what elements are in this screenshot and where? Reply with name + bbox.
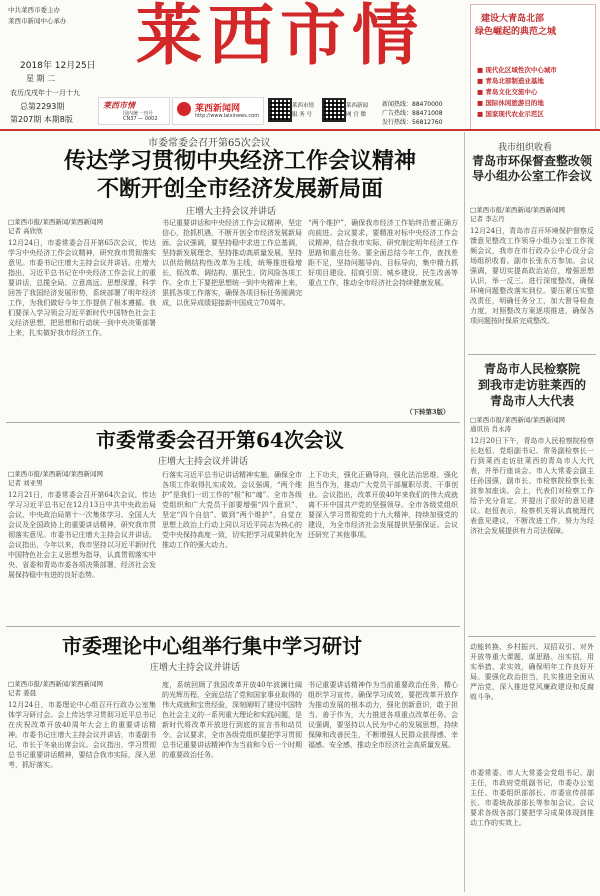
article2-column-3: 上下功夫，强化正确导向，强化法治思维，强化担当作为，推动广大党员干部履职尽责、干事创业。会议指出，改革开放40年来我们的伟大成就离不开中国共产党的坚强领导。全市各级党组织要深入学习贯彻党的十九大精神，持续加强党的建设，为全市经济社会发展提供坚强保证。会议还研究了其他事项。 — [308, 471, 458, 539]
promo-headline-1: 建设大青岛北部 — [481, 14, 545, 24]
article3-column-2: 度，系统回顾了我国改革开放40年波澜壮阔的光辉历程，全面总结了党和国家事业取得的伟大成就和宝贵经验，深刻阐明了建设中国特色社会主义的一系列重大理论和实践问题，是新时代将改革开放进行到底的宣言书和动员令。会议要求，全市各级党组织要把学习贯彻总书记重要讲话精神作为当前和今后一个时期的重要政治任务。 — [162, 681, 302, 759]
promo-item: ■ 青岛文化交流中心 — [477, 88, 538, 96]
article1-continue: （下转第3版） — [406, 408, 450, 416]
article1-credit-2: 记者 高欣欣 — [8, 227, 43, 235]
promo-headline-2: 绿色崛起的典范之城 — [475, 27, 557, 37]
article2-credit-2: 记者 刘亚男 — [8, 479, 43, 487]
hotline-ads: 广告热线：88471008 — [382, 110, 443, 117]
article2-column-2: 行落实习近平总书记讲话精神实施，确保全市各项工作取得扎实成效。会议强调，“两个维护”是我们一切工作的“根”和“魂”。全市各级党组织和广大党员干部要增强“四个意识”、坚定“四个自信”、做到“两个维护”，自觉在思想上政治上行动上同以习近平同志为核心的党中央保持高度一致，切实把学习成果转化为推动工作的强大动力。 — [162, 471, 302, 549]
article1-title-line2: 不断开创全市经济发展新局面 — [96, 176, 383, 202]
promo-item: ■ 国际休闲旅游目的地 — [477, 99, 544, 107]
side2-title-2: 到我市走访驻莱西的 — [477, 378, 586, 392]
news-site-name: 莱西新闻网 — [195, 104, 241, 114]
side2-title-3: 青岛市人大代表 — [489, 394, 574, 408]
article1-credit-1: □莱西市报/莱西新闻/莱西新闻网 — [8, 218, 104, 226]
article2-title: 市委常委会召开第64次会议 — [96, 428, 344, 452]
side1-credit-2: 记者 李志丹 — [470, 215, 505, 223]
side2-credit-2: 通讯员 肖永涛 — [470, 425, 512, 433]
divider — [6, 626, 460, 627]
side2-continuation-2: 市委常委、市人大常委会党组书记、副主任，市政府党组副书记，市委办公室主任、市委组织部部长、市委宣传部部长、市委统战部部长等参加会议。会议要求各级各部门要把学习成果体现到推动工作的实效上。 — [470, 769, 594, 827]
article3-credit-2: 记者 姜晨 — [8, 689, 37, 697]
side1-kicker: 我市组织收看 — [498, 143, 553, 153]
cn-code: CN37 — 0002 — [123, 116, 158, 122]
globe-icon — [177, 102, 191, 116]
article1-column-2: 书记重要讲话和中央经济工作会议精神，坚定信心，抢抓机遇，不断开创全市经济发展新局面。会议强调，要坚持稳中求进工作总基调，坚持新发展理念，坚持推动高质量发展，坚持以供给侧结构性改革为主线，统筹推进稳增长、促改革、调结构、惠民生、防风险各项工作。全市上下要把思想统一到中央精神上来，狠抓各项工作落实，确保各项目标任务圆满完成，以优异成绩迎接新中国成立70周年。 — [162, 219, 302, 307]
paper-logo: 莱西市情 — [103, 100, 135, 110]
divider — [6, 422, 460, 423]
article1-column-1: 12月24日，市委常委会召开第65次会议，传达学习中央经济工作会议精神，研究我市贯彻落实意见。市委书记庄增大主持会议并讲话。庄增大指出，习近平总书记在中央经济工作会议上的重要讲话，总揽全局、立意高远、思想深邃，科学回答了我国经济发展形势，系统部署了明年经济工作，为我们做好今年工作提供了根本遵循。我们要深入学习领会习近平新时代中国特色社会主义经济思想，把思想和行动统一到中央决策部署上来，扎实做好我市经济工作。 — [8, 239, 156, 337]
news-site-url[interactable]: http://www.laixinews.com — [195, 113, 260, 119]
qr-code-service — [268, 98, 292, 122]
article1-kicker: 市委常委会召开第65次会议 — [148, 138, 271, 149]
side1-body: 12月24日，青岛市召开环境保护督察反馈意见整改工作领导小组办公室工作视频会议，我市在市行政办公中心设分会场组织收看。副市长张东方参加。会议强调，要切实提高政治站位，增强思想认识，举一反三、进行深度整改，确保环境问题整改落实到位。要压紧压实整改责任，明确任务分工，加大督导检查力度，对照整改方案逐项推进，确保各项问题按时保质完成整改。 — [470, 227, 594, 325]
article3-credit-1: □莱西市报/莱西新闻/莱西新闻网 — [8, 680, 104, 688]
side1-title: 青岛市环保督查整改领导小组办公室工作会议 — [471, 154, 592, 183]
promo-item: ■ 青岛北部制造业基地 — [477, 77, 544, 85]
cn-number-label: 国内统一刊号 — [123, 111, 154, 117]
article1-column-3: “两个维护”，确保我市经济工作始终沿着正确方向前进。会议要求，要精准对标中央经济工作会议精神，结合我市实际，研究制定明年经济工作思路和重点任务。要全面总结今年工作，查找差距不足，坚持问题导向、目标导向，集中精力抓好项目建设、招商引资、城乡建设、民生改善等重点工作，推动全市经济社会持续健康发展。 — [308, 219, 458, 287]
city-promo-box — [470, 4, 596, 130]
wechat-label-2: 莱西新闻 — [346, 103, 369, 109]
article3-column-1: 12月24日，市委理论中心组召开行政办公室集体学习研讨会。会上传达学习贯彻习近平总书记在庆祝改革开放40周年大会上的重要讲话精神。市委书记庄增大主持会议并讲话，市委副书记、市长于冬泉出席会议。会议指出，学习贯彻总书记重要讲话精神，要结合我市实际，深入思考，抓好落实。 — [8, 701, 156, 769]
article1-title-line1: 传达学习贯彻中央经济工作会议精神 — [63, 148, 416, 174]
article2-credit-1: □莱西市报/莱西新闻/莱西新闻网 — [8, 470, 104, 478]
sponsor-line-1: 中共莱西市委主办 — [8, 6, 60, 14]
promo-item: ■ 国家现代农业示范区 — [477, 110, 544, 118]
issue-date: 2018年 12月25日 — [20, 61, 96, 71]
issue-number: 第207期 本期8版 — [10, 115, 73, 124]
article2-subtitle: 庄增大主持会议并讲话 — [158, 457, 249, 467]
wechat-label-1: 莱西市情 — [292, 103, 315, 109]
side2-credit-1: □莱西市报/莱西新闻/莱西新闻网 — [470, 416, 566, 424]
lunar-date: 农历戊戌年十一月十九 — [10, 89, 80, 97]
side2-title-1: 青岛市人民检察院 — [483, 362, 580, 376]
hotline-distribution: 发行热线：56812760 — [382, 119, 443, 126]
news-site-logo-box — [172, 97, 264, 125]
promo-item: ■ 现代化区域性次中心城市 — [477, 66, 557, 74]
masthead-divider — [0, 129, 600, 131]
side1-credit-1: □莱西市报/莱西新闻/莱西新闻网 — [470, 206, 566, 214]
divider — [468, 354, 596, 355]
sponsor-line-2: 莱西市新闻中心承办 — [8, 17, 67, 25]
qr-code-weibo — [322, 98, 346, 122]
wechat-label-2b: 网 官 微 — [346, 112, 366, 118]
paper-logo-box — [98, 97, 170, 125]
divider — [468, 636, 596, 637]
article1-subtitle: 庄增大主持会议并讲话 — [186, 207, 277, 217]
article3-title: 市委理论中心组举行集中学习研讨 — [62, 634, 362, 658]
serial-total: 总第2293期 — [20, 102, 65, 111]
article2-column-1: 12月21日，市委常委会召开第64次会议，传达学习习近平总书记在12月13日中共中央政治局会议、中央政治局第十一次集体学习、全国人大会议及全国政协上的重要讲话精神，研究我市贯彻落实意见。市委书记庄增大主持会议并讲话。会议指出，今年以来，我市坚持以习近平新时代中国特色社会主义思想为指导，认真贯彻落实中央、省委和青岛市委各项决策部署，经济社会发展保持稳中有进的良好态势。 — [8, 491, 156, 579]
hotline-news: 新闻热线：88470000 — [382, 101, 443, 108]
weekday: 星 期 二 — [26, 74, 56, 83]
article3-subtitle: 庄增大主持会议并讲话 — [150, 663, 241, 673]
wechat-label-1b: 服 务 号 — [292, 112, 312, 118]
side2-continuation-1: 动能转换、乡村振兴、双招双引、对外开放等重大课题，谋思路、出实招，用实举措、求实效，确保明年工作良好开局。要强化政治担当，扎实推进全面从严治党，深入推进党风廉政建设和反腐败斗争。 — [470, 643, 594, 701]
article3-column-3: 书记重要讲话精神作为当前重要政治任务，精心组织学习宣传，确保学习成效，要把改革开放作为推动发展的根本动力，强化创新意识，敢于担当、善于作为，大力推进各项重点改革任务。会议强调，要坚持以人民为中心的发展思想，持续保障和改善民生，不断增强人民群众获得感、幸福感、安全感，推动全市经济社会高质量发展。 — [308, 681, 458, 749]
side2-body: 12月20日下午，青岛市人民检察院检察长赵恒、党组副书记、常务副检察长一行到莱西走访驻莱西的青岛市人大代表，并举行座谈会。市人大常委会副主任孙国强，副市长、市检察院检察长张波参加座谈。会上，代表们对检察工作给予充分肯定，并提出了很好的意见建议。赵恒表示，检察机关将认真梳理代表意见建议，不断改进工作，努力为经济社会发展提供有力司法保障。 — [470, 437, 594, 535]
masthead-title: 莱西市情 — [136, 0, 424, 74]
sidebar-divider — [464, 132, 465, 892]
